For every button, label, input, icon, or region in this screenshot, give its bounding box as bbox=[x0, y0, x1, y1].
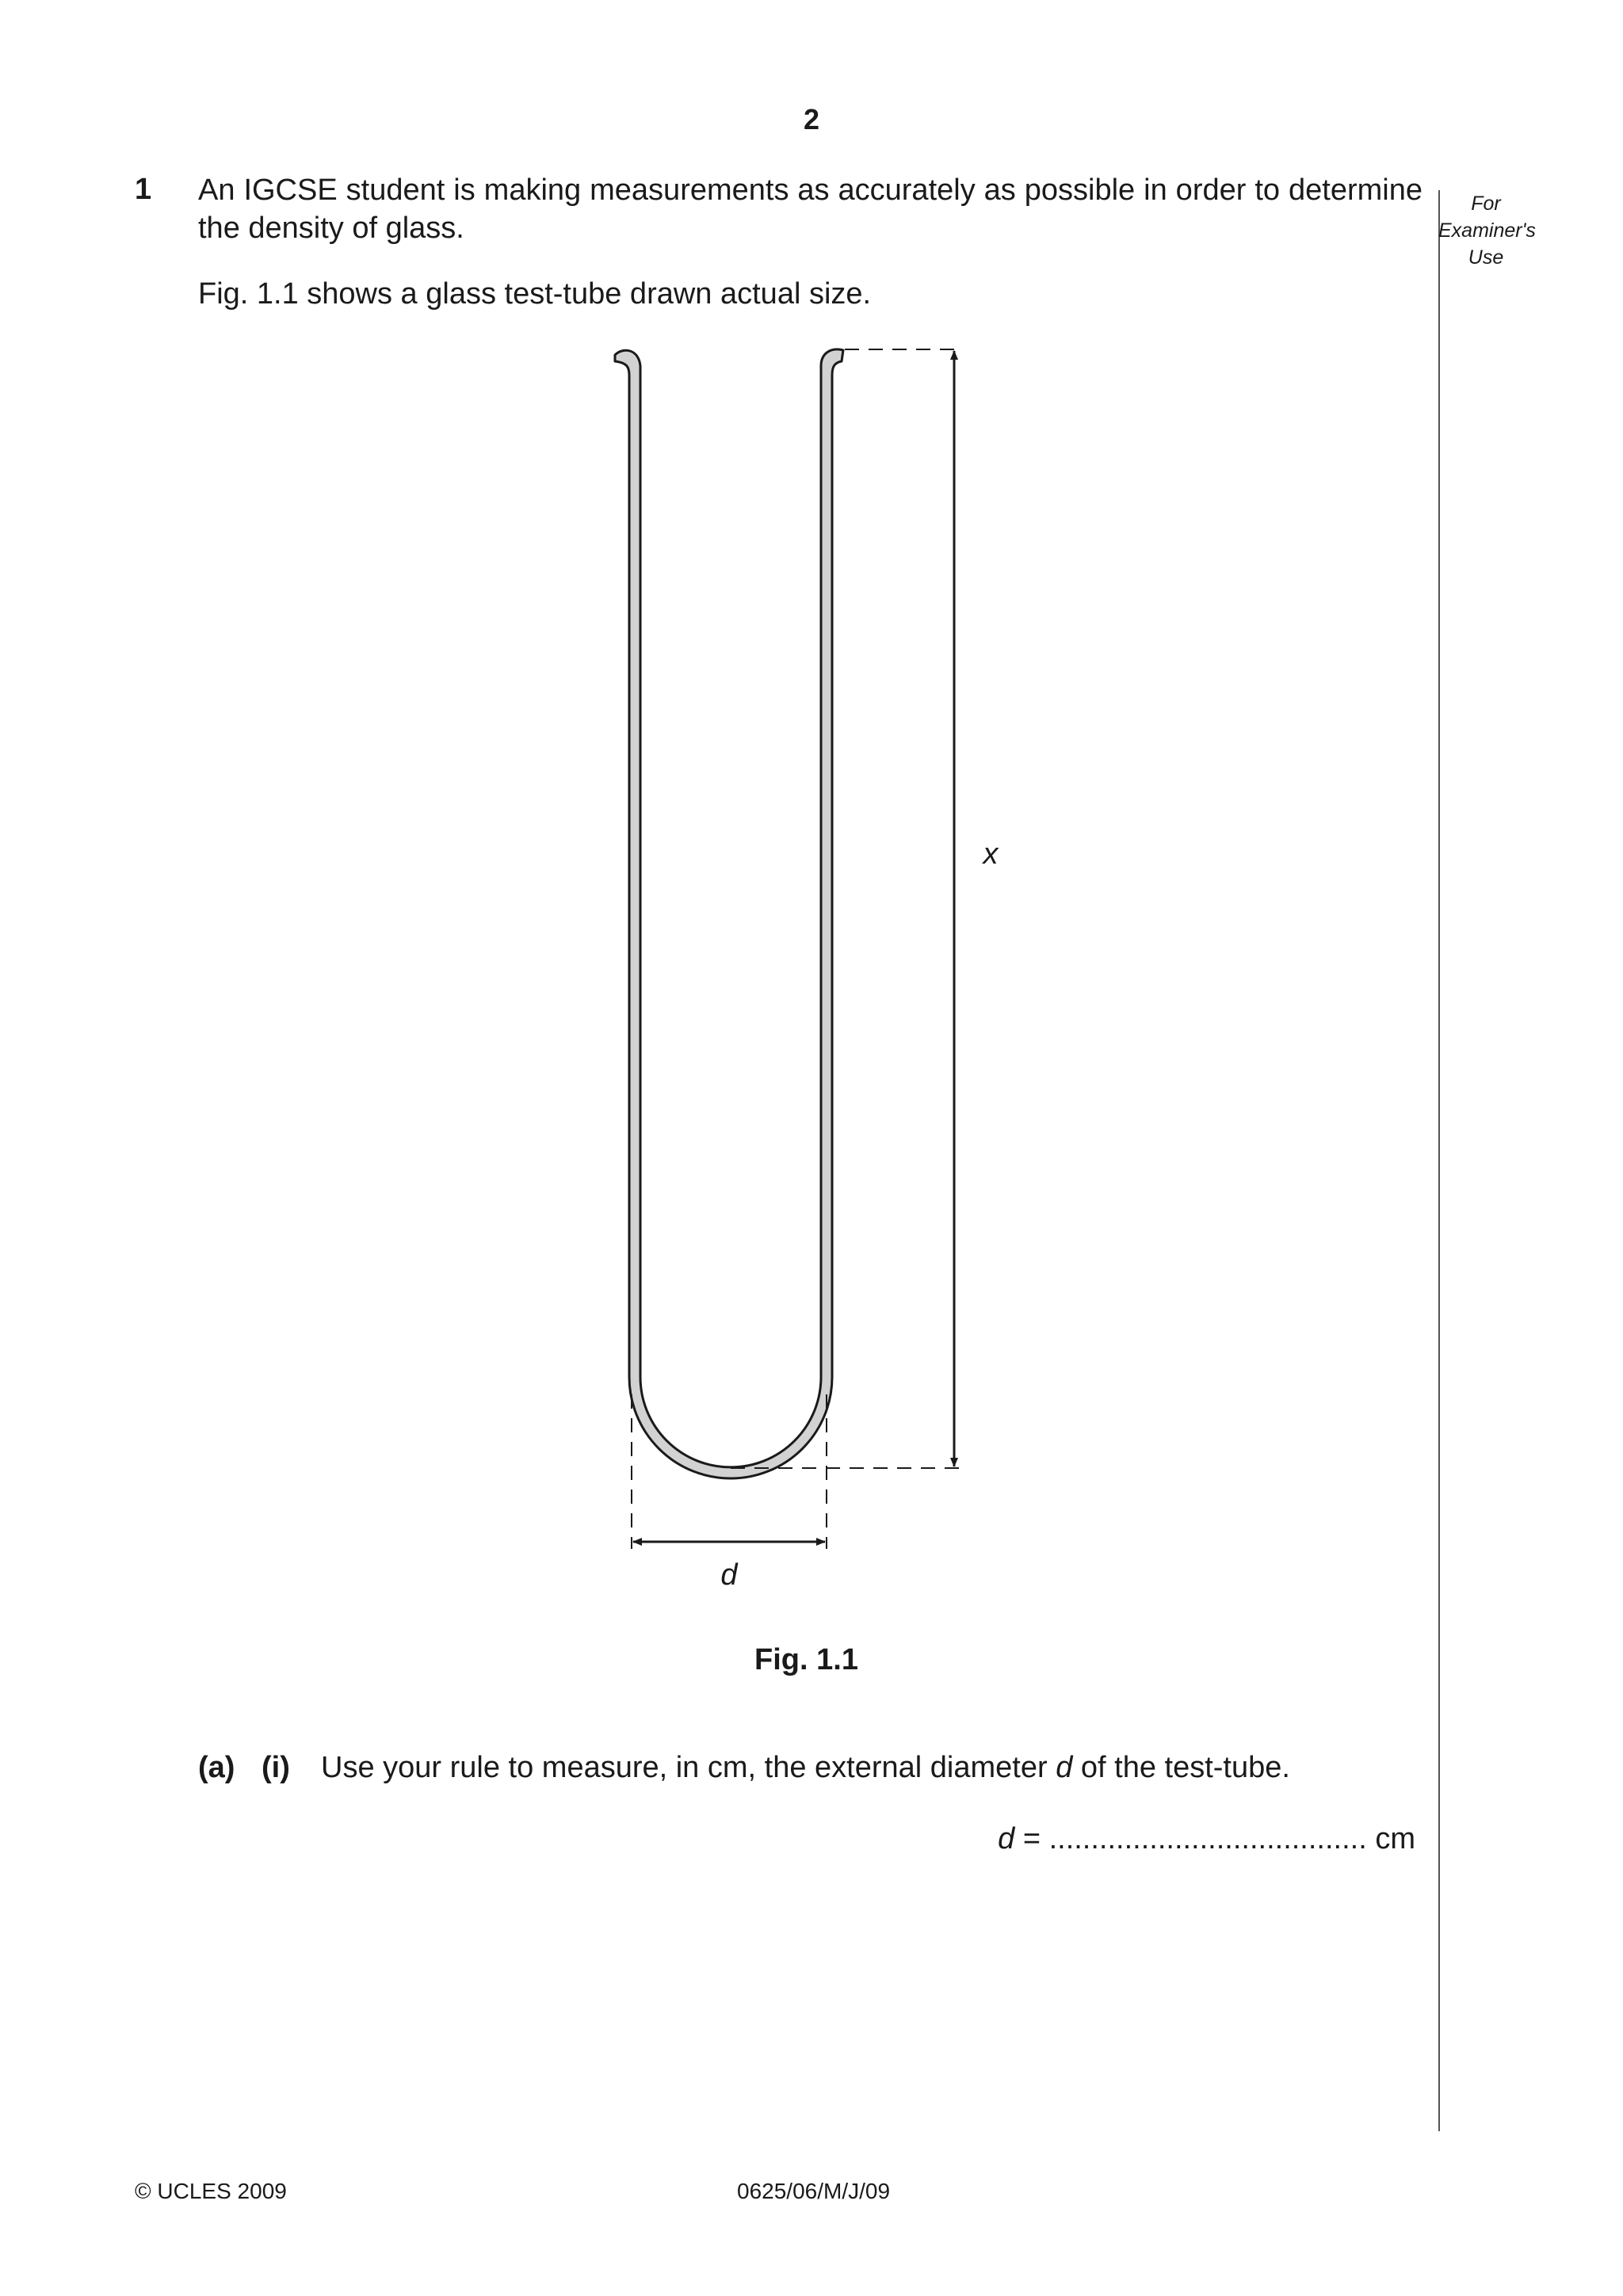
subpart-i-label: (i) bbox=[262, 1751, 290, 1784]
footer-paper-code: 0625/06/M/J/09 bbox=[737, 2179, 891, 2203]
answer-variable: d bbox=[998, 1822, 1015, 1855]
answer-unit: cm bbox=[1366, 1822, 1415, 1855]
examiner-label-line-3: Use bbox=[1468, 246, 1504, 269]
d-label: d bbox=[720, 1558, 738, 1592]
figure-intro: Fig. 1.1 shows a glass test-tube drawn actual size. bbox=[198, 277, 872, 311]
part-a-label: (a) bbox=[198, 1751, 235, 1784]
test-tube-glass bbox=[615, 349, 843, 1478]
question-number: 1 bbox=[135, 173, 152, 206]
part-a-i-question bbox=[321, 1751, 1290, 1785]
question-stem: An IGCSE student is making measurements as accurately as possible in order to determine the density of glass. bbox=[198, 174, 1423, 245]
question-variable-d: d bbox=[1056, 1751, 1073, 1784]
x-label: x bbox=[983, 837, 999, 871]
answer-dots[interactable]: ...................................... bbox=[1048, 1822, 1367, 1855]
examiner-label-line-2: Examiner's bbox=[1438, 219, 1536, 242]
examiner-label-line-1: For bbox=[1471, 193, 1501, 215]
figure-caption: Fig. 1.1 bbox=[754, 1643, 858, 1676]
question-text-end: of the test-tube. bbox=[1072, 1751, 1290, 1784]
answer-equals: = bbox=[1014, 1822, 1049, 1855]
page-number: 2 bbox=[803, 103, 820, 135]
answer-line-d[interactable] bbox=[998, 1822, 1415, 1856]
footer-copyright: © UCLES 2009 bbox=[135, 2179, 287, 2203]
question-text-start: Use your rule to measure, in cm, the external diameter bbox=[321, 1751, 1056, 1784]
